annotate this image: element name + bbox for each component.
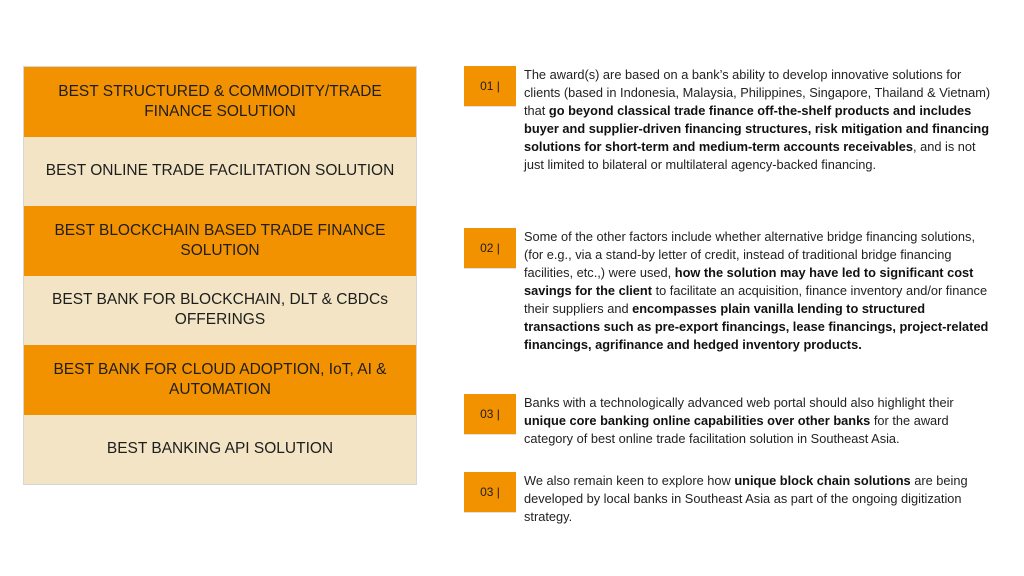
award-category-label: BEST STRUCTURED & COMMODITY/TRADE FINANCE SOLUTION — [58, 82, 382, 120]
note-highlight: unique block chain solutions — [734, 473, 911, 488]
award-category-label: BEST ONLINE TRADE FACILITATION SOLUTION — [45, 162, 395, 180]
note-highlight: go beyond classical trade finance off-the-shelf products and includes buyer and supplier-driven financing structures, risk mitigation and financing solutions for short-term and medium-term accounts receivables — [524, 103, 990, 154]
award-category — [24, 415, 416, 485]
note-number-badge: 02 | — [464, 228, 516, 269]
note-text-segment: are being developed by local banks in Southeast Asia as part of the ongoing digitization strategy. — [524, 473, 968, 524]
note-text-segment: The award(s) are based on a bank’s ability to develop innovative solutions for clients (based in Indonesia, Malaysia, Philippines, Singapore, Thailand & Vietnam) that — [524, 67, 991, 118]
note-text-segment: to facilitate an acquisition, finance inventory and/or finance their suppliers and — [524, 283, 988, 316]
note-text — [524, 66, 994, 174]
award-category — [24, 206, 416, 276]
award-categories-list — [23, 66, 417, 485]
award-category-label: BEST BLOCKCHAIN BASED TRADE FINANCE SOLUTION — [54, 221, 386, 259]
award-category — [24, 137, 416, 207]
note-text-segment: Some of the other factors include whether alternative bridge financing solutions, (for e.g., via a stand-by letter of credit, instead of traditional bridge financing facilities, etc.,) were used, — [524, 229, 975, 280]
award-category — [24, 276, 416, 346]
note-number-badge: 03 | — [464, 394, 516, 435]
award-category-label: BEST BANKING API SOLUTION — [106, 440, 334, 458]
note-highlight: unique core banking online capabilities over other banks — [524, 413, 871, 428]
note-text — [524, 228, 994, 354]
award-category — [24, 345, 416, 415]
note-number-badge: 01 | — [464, 66, 516, 107]
note-text — [524, 472, 994, 526]
note-number-badge: 03 | — [464, 472, 516, 513]
note-text-segment: for the award category of best online trade facilitation solution in Southeast Asia. — [524, 413, 949, 446]
note-highlight: encompasses plain vanilla lending to structured transactions such as pre-export financings, lease financings, project-related financings, agrifinance and hedged inventory products. — [524, 301, 989, 352]
note-highlight: how the solution may have led to significant cost savings for the client — [524, 265, 974, 298]
award-category — [24, 67, 416, 137]
award-category-label: BEST BANK FOR BLOCKCHAIN, DLT & CBDCs OFFERINGS — [52, 291, 388, 329]
note-text — [524, 394, 994, 448]
note-text-segment: Banks with a technologically advanced web portal should also highlight their — [524, 395, 954, 410]
note-text-segment: , and is not just limited to bilateral or multilateral agency-backed financing. — [524, 139, 976, 172]
note-text-segment: We also remain keen to explore how — [524, 473, 735, 488]
award-category-label: BEST BANK FOR CLOUD ADOPTION, IoT, AI & AUTOMATION — [53, 360, 387, 398]
